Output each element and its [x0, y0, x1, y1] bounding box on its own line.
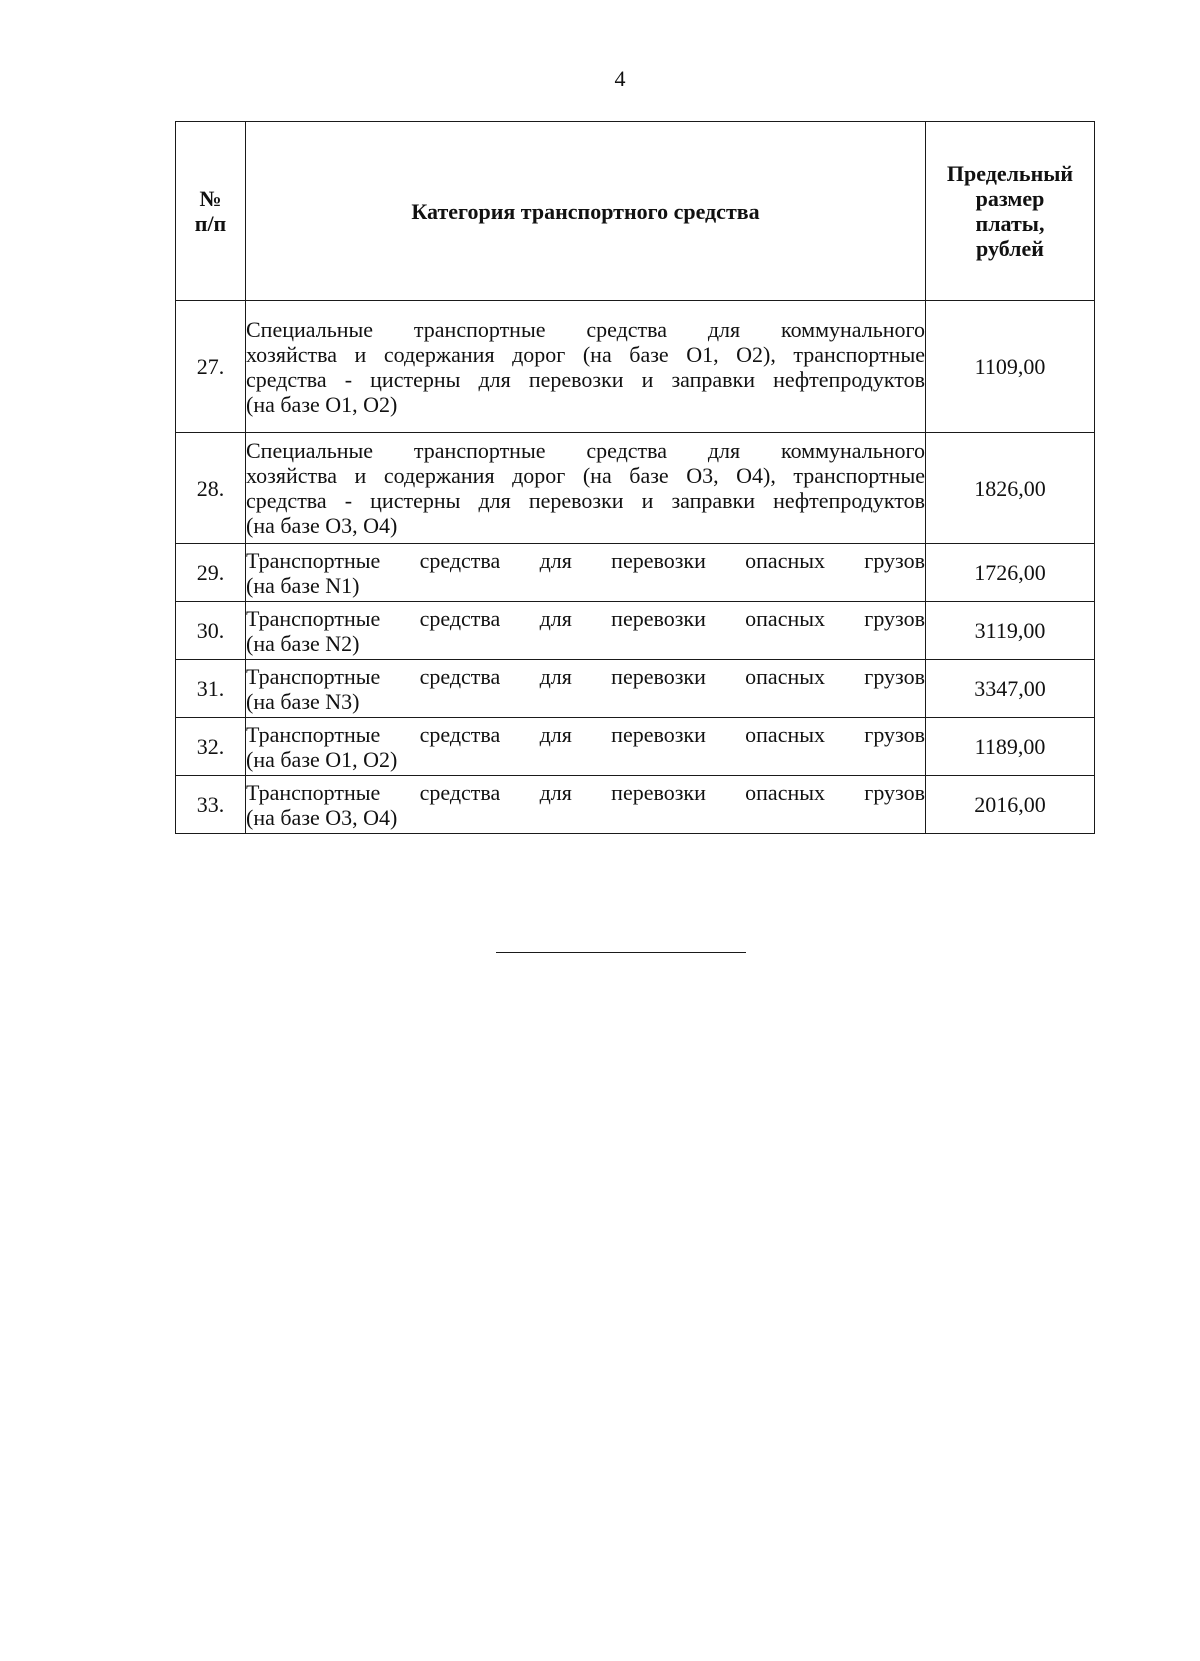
- category-line: хозяйства и содержания дорог (на базе O1, O2), транспортные: [246, 341, 925, 367]
- row-fee: 3119,00: [926, 602, 1095, 660]
- category-line: Транспортные средства для перевозки опасных грузов: [246, 721, 925, 747]
- row-number: 30.: [176, 602, 246, 660]
- row-number: 28.: [176, 433, 246, 544]
- header-number-line: №: [199, 186, 222, 211]
- category-line: Транспортные средства для перевозки опасных грузов: [246, 663, 925, 689]
- row-number: 31.: [176, 660, 246, 718]
- table-row: [176, 718, 1095, 776]
- header-fee-line: размер: [975, 186, 1045, 211]
- category-line: Транспортные средства для перевозки опасных грузов: [246, 605, 925, 631]
- category-line: Специальные транспортные средства для коммунального: [246, 438, 925, 463]
- row-fee: 1726,00: [926, 544, 1095, 602]
- row-category: [246, 602, 926, 660]
- header-number-line: п/п: [194, 211, 227, 236]
- header-number: [176, 122, 246, 301]
- category-line: средства - цистерны для перевозки и заправки нефтепродуктов: [246, 366, 925, 392]
- table-row: [176, 544, 1095, 602]
- header-fee-line: платы,: [975, 211, 1045, 236]
- page-number: 4: [614, 66, 626, 91]
- row-category: [246, 660, 926, 718]
- category-line: (на базе N2): [246, 630, 360, 656]
- row-fee: 2016,00: [926, 776, 1095, 834]
- category-line: средства - цистерны для перевозки и заправки нефтепродуктов: [246, 488, 925, 513]
- category-line: Транспортные средства для перевозки опасных грузов: [246, 779, 925, 805]
- row-number: 32.: [176, 718, 246, 776]
- row-category: [246, 544, 926, 602]
- category-line: (на базе O3, O4): [246, 513, 398, 538]
- row-category: [246, 776, 926, 834]
- category-line: (на базе O3, O4): [246, 804, 398, 830]
- category-line: хозяйства и содержания дорог (на базе O3, O4), транспортные: [246, 463, 925, 488]
- row-fee: 1826,00: [926, 433, 1095, 544]
- row-number: 27.: [176, 301, 246, 433]
- category-line: (на базе O1, O2): [246, 391, 398, 417]
- row-fee: 1189,00: [926, 718, 1095, 776]
- fee-table: [175, 121, 1095, 834]
- row-category: [246, 433, 926, 544]
- table-row: [176, 301, 1095, 433]
- header-category: Категория транспортного средства: [246, 122, 926, 301]
- table-row: [176, 602, 1095, 660]
- row-number: 29.: [176, 544, 246, 602]
- row-category: [246, 301, 926, 433]
- header-fee-line: рублей: [976, 236, 1044, 261]
- table-row: [176, 660, 1095, 718]
- header-fee-line: Предельный: [946, 161, 1074, 186]
- category-line: Специальные транспортные средства для коммунального: [246, 316, 925, 342]
- category-line: (на базе O1, O2): [246, 746, 398, 772]
- category-line: (на базе N1): [246, 572, 360, 598]
- row-number: 33.: [176, 776, 246, 834]
- table-row: [176, 776, 1095, 834]
- header-fee: [926, 122, 1095, 301]
- row-category: [246, 718, 926, 776]
- row-fee: 3347,00: [926, 660, 1095, 718]
- table-row: [176, 433, 1095, 544]
- table-header-row: [176, 122, 1095, 301]
- category-line: (на базе N3): [246, 688, 360, 714]
- category-line: Транспортные средства для перевозки опасных грузов: [246, 547, 925, 573]
- row-fee: 1109,00: [926, 301, 1095, 433]
- end-separator-line: [496, 952, 746, 953]
